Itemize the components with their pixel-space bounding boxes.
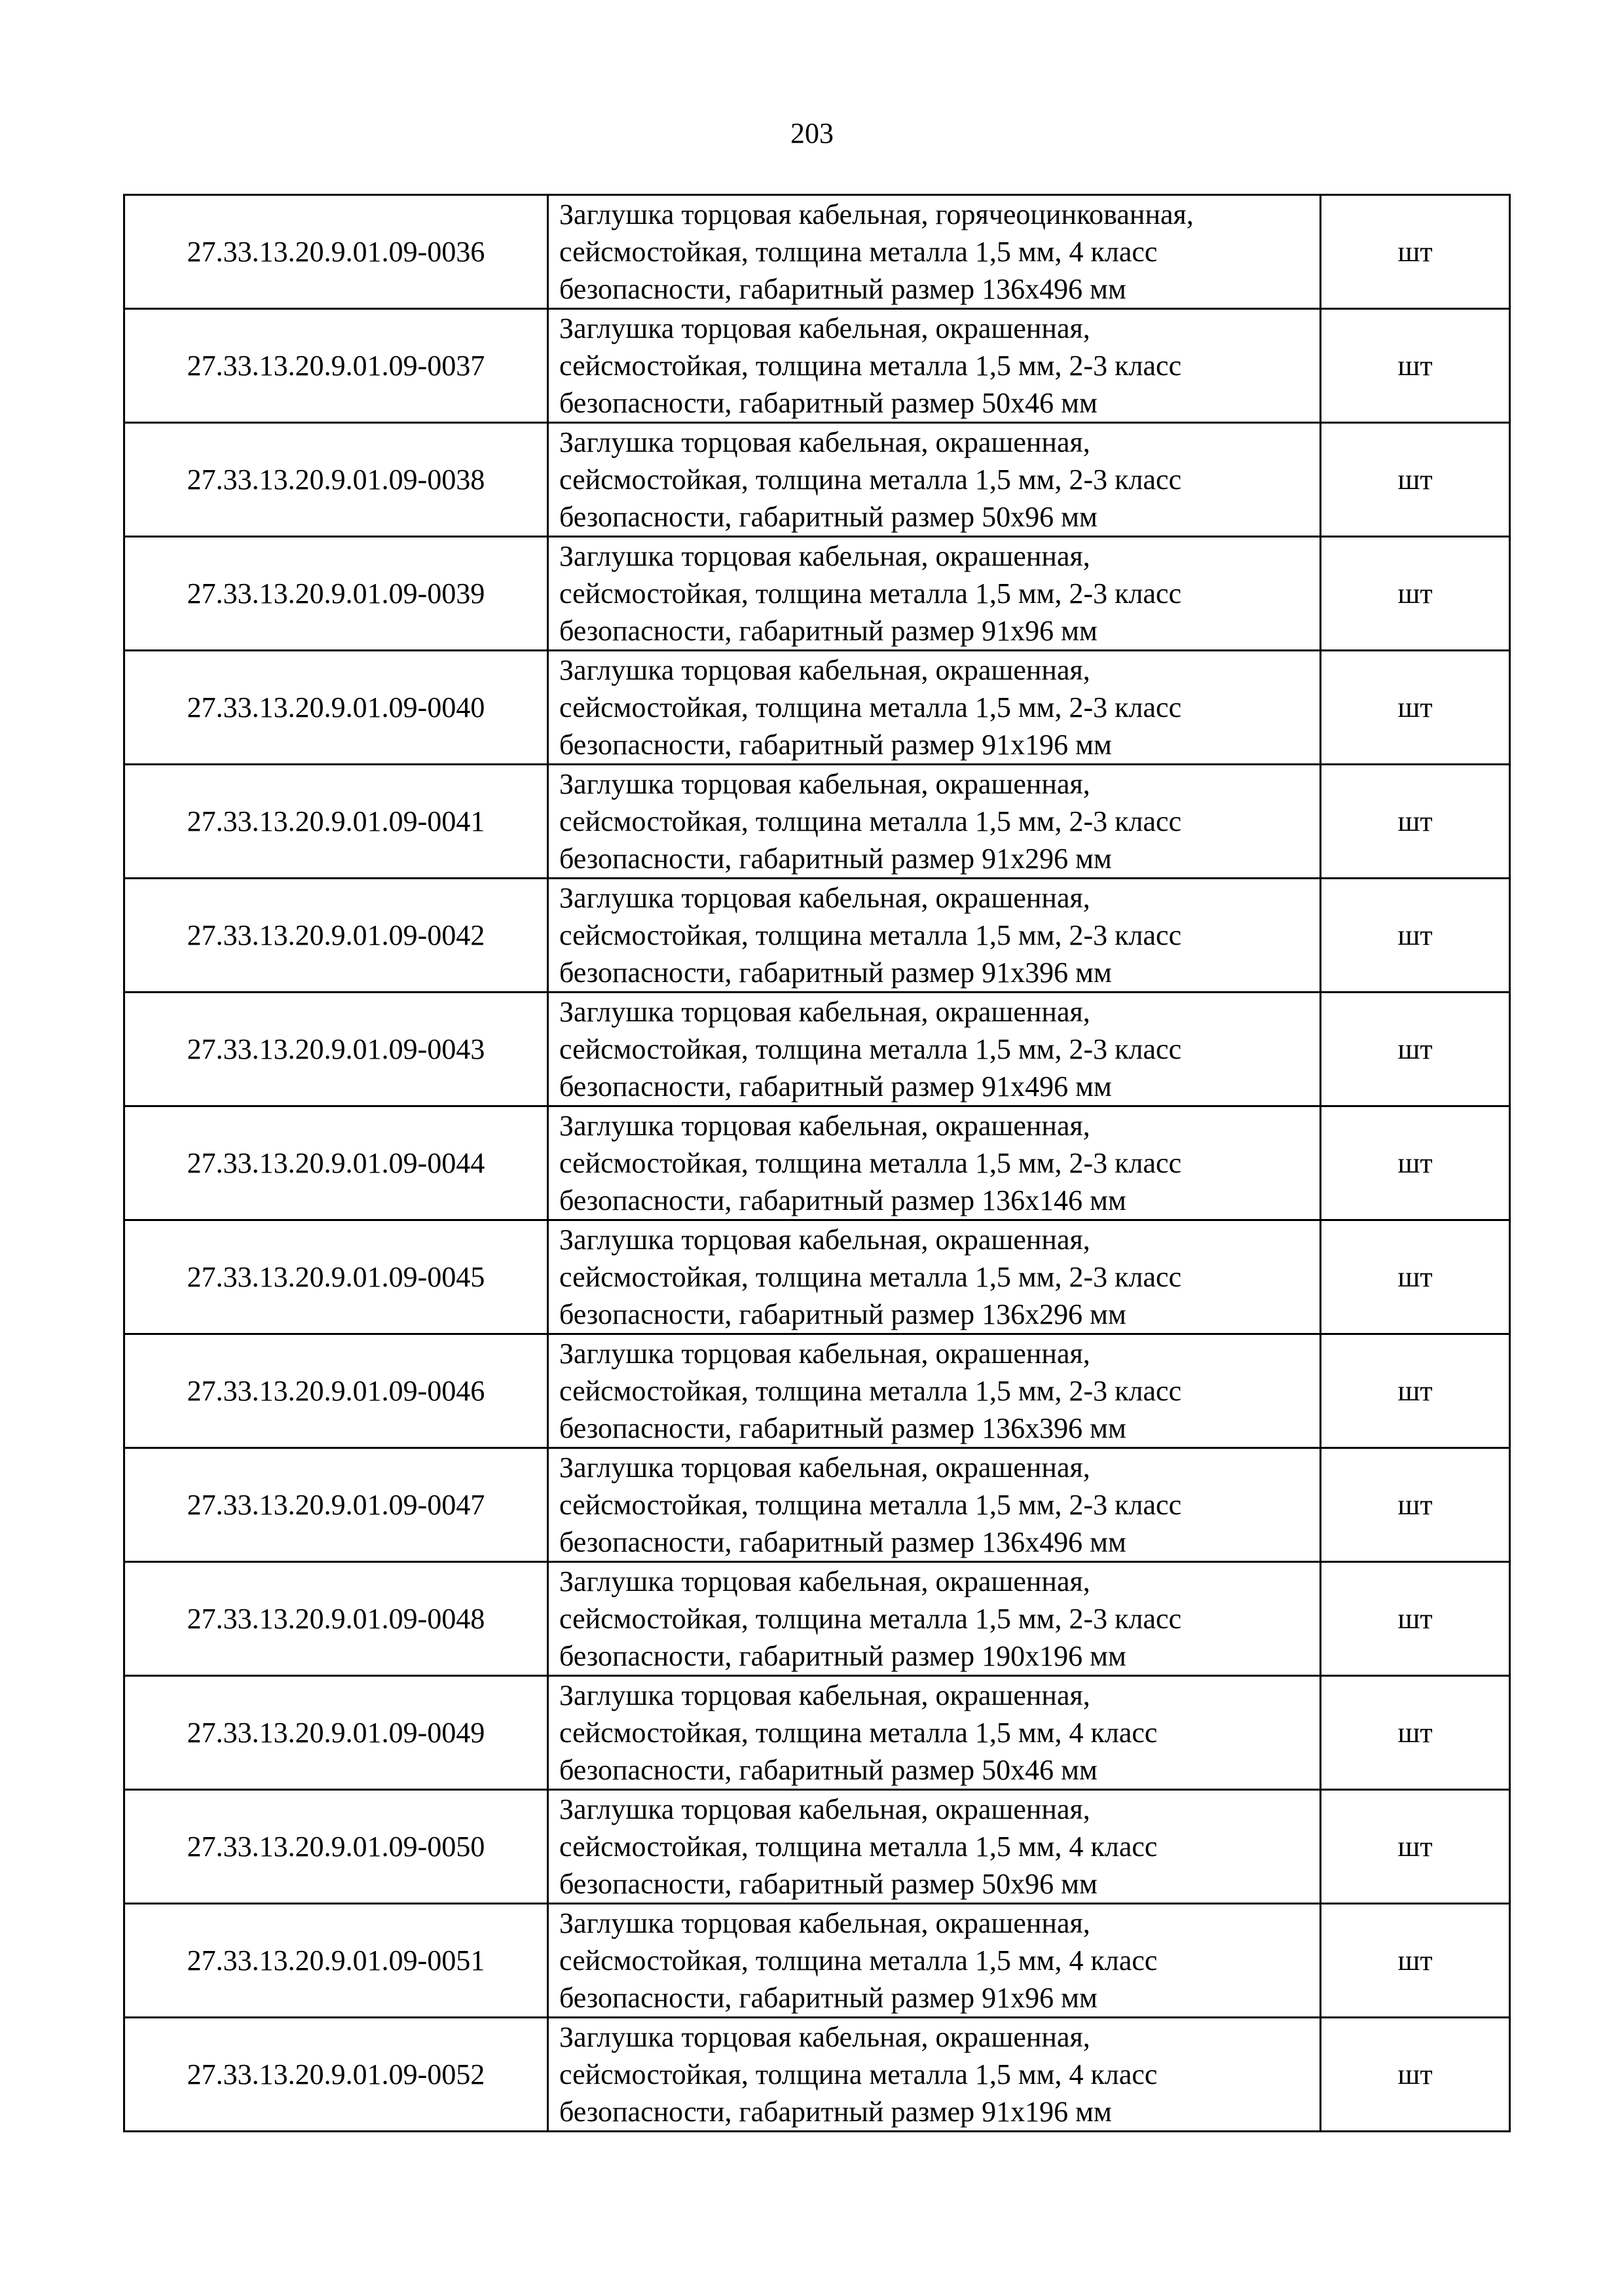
- unit-cell: шт: [1321, 1220, 1510, 1334]
- table-row: [124, 1676, 1510, 1790]
- table-row: [124, 195, 1510, 309]
- unit-cell: шт: [1321, 309, 1510, 423]
- table-row: [124, 1334, 1510, 1448]
- item-description-cell: [548, 1220, 1321, 1334]
- table-row: [124, 765, 1510, 879]
- description-line: Заглушка торцовая кабельная, окрашенная,: [559, 1338, 1090, 1370]
- item-code-cell: 27.33.13.20.9.01.09-0050: [124, 1790, 548, 1904]
- description-line: Заглушка торцовая кабельная, окрашенная,: [559, 540, 1090, 572]
- description-line: сейсмостойкая, толщина металла 1,5 мм, 2-3 класс: [559, 919, 1182, 951]
- description-line: безопасности, габаритный размер 91x196 мм: [559, 729, 1112, 761]
- item-description-cell: [548, 195, 1321, 309]
- item-description-cell: [548, 1448, 1321, 1562]
- item-code-cell: 27.33.13.20.9.01.09-0037: [124, 309, 548, 423]
- description-line: Заглушка торцовая кабельная, окрашенная,: [559, 2021, 1090, 2053]
- unit-cell: шт: [1321, 423, 1510, 537]
- description-line: безопасности, габаритный размер 91x196 мм: [559, 2096, 1112, 2128]
- item-description-cell: [548, 651, 1321, 765]
- unit-cell: шт: [1321, 195, 1510, 309]
- description-line: сейсмостойкая, толщина металла 1,5 мм, 2-3 класс: [559, 805, 1182, 837]
- table-row: [124, 1106, 1510, 1220]
- description-line: сейсмостойкая, толщина металла 1,5 мм, 2-3 класс: [559, 577, 1182, 610]
- item-description-cell: [548, 993, 1321, 1106]
- unit-cell: шт: [1321, 2018, 1510, 2132]
- unit-cell: шт: [1321, 1904, 1510, 2018]
- description-line: безопасности, габаритный размер 136x496 мм: [559, 1526, 1126, 1558]
- description-line: безопасности, габаритный размер 136x296 мм: [559, 1298, 1126, 1330]
- description-line: Заглушка торцовая кабельная, окрашенная,: [559, 996, 1090, 1028]
- item-description-cell: [548, 2018, 1321, 2132]
- description-line: сейсмостойкая, толщина металла 1,5 мм, 4 класс: [559, 236, 1158, 268]
- item-code-cell: 27.33.13.20.9.01.09-0041: [124, 765, 548, 879]
- unit-cell: шт: [1321, 1676, 1510, 1790]
- description-line: Заглушка торцовая кабельная, окрашенная,: [559, 1110, 1090, 1142]
- table-row: [124, 1220, 1510, 1334]
- item-description-cell: [548, 1334, 1321, 1448]
- description-line: сейсмостойкая, толщина металла 1,5 мм, 2-3 класс: [559, 691, 1182, 723]
- spec-table: [123, 194, 1511, 2132]
- description-line: безопасности, габаритный размер 50x46 мм: [559, 387, 1098, 419]
- item-code-cell: 27.33.13.20.9.01.09-0036: [124, 195, 548, 309]
- item-code-cell: 27.33.13.20.9.01.09-0051: [124, 1904, 548, 2018]
- table-body: [124, 195, 1510, 2132]
- unit-cell: шт: [1321, 879, 1510, 993]
- description-line: безопасности, габаритный размер 136x396 мм: [559, 1412, 1126, 1444]
- description-line: безопасности, габаритный размер 91x496 мм: [559, 1070, 1112, 1102]
- description-line: Заглушка торцовая кабельная, окрашенная,: [559, 1793, 1090, 1825]
- item-code-cell: 27.33.13.20.9.01.09-0038: [124, 423, 548, 537]
- table-row: [124, 879, 1510, 993]
- description-line: Заглушка торцовая кабельная, окрашенная,: [559, 426, 1090, 458]
- table-row: [124, 1904, 1510, 2018]
- description-line: сейсмостойкая, толщина металла 1,5 мм, 2-3 класс: [559, 350, 1182, 382]
- description-line: безопасности, габаритный размер 50x46 мм: [559, 1754, 1098, 1786]
- unit-cell: шт: [1321, 537, 1510, 651]
- description-line: сейсмостойкая, толщина металла 1,5 мм, 2-3 класс: [559, 1375, 1182, 1407]
- item-description-cell: [548, 1790, 1321, 1904]
- item-description-cell: [548, 423, 1321, 537]
- description-line: сейсмостойкая, толщина металла 1,5 мм, 4 класс: [559, 1944, 1158, 1977]
- item-description-cell: [548, 1562, 1321, 1676]
- description-line: Заглушка торцовая кабельная, окрашенная,: [559, 1679, 1090, 1711]
- description-line: сейсмостойкая, толщина металла 1,5 мм, 2-3 класс: [559, 1033, 1182, 1065]
- description-line: сейсмостойкая, толщина металла 1,5 мм, 2-3 класс: [559, 1603, 1182, 1635]
- unit-cell: шт: [1321, 1448, 1510, 1562]
- item-code-cell: 27.33.13.20.9.01.09-0052: [124, 2018, 548, 2132]
- unit-cell: шт: [1321, 1334, 1510, 1448]
- description-line: безопасности, габаритный размер 136x496 мм: [559, 273, 1126, 305]
- item-description-cell: [548, 879, 1321, 993]
- unit-cell: шт: [1321, 1790, 1510, 1904]
- unit-cell: шт: [1321, 993, 1510, 1106]
- item-code-cell: 27.33.13.20.9.01.09-0043: [124, 993, 548, 1106]
- item-code-cell: 27.33.13.20.9.01.09-0048: [124, 1562, 548, 1676]
- table-row: [124, 423, 1510, 537]
- item-code-cell: 27.33.13.20.9.01.09-0042: [124, 879, 548, 993]
- unit-cell: шт: [1321, 1106, 1510, 1220]
- description-line: безопасности, габаритный размер 91x96 мм: [559, 1982, 1098, 2014]
- description-line: сейсмостойкая, толщина металла 1,5 мм, 4 класс: [559, 1831, 1158, 1863]
- unit-cell: шт: [1321, 1562, 1510, 1676]
- description-line: безопасности, габаритный размер 50x96 мм: [559, 501, 1098, 533]
- description-line: безопасности, габаритный размер 136x146 мм: [559, 1184, 1126, 1216]
- table-row: [124, 651, 1510, 765]
- item-description-cell: [548, 1904, 1321, 2018]
- description-line: Заглушка торцовая кабельная, окрашенная,: [559, 312, 1090, 344]
- table-row: [124, 537, 1510, 651]
- unit-cell: шт: [1321, 651, 1510, 765]
- table-row: [124, 1448, 1510, 1562]
- description-line: безопасности, габаритный размер 50x96 мм: [559, 1868, 1098, 1900]
- description-line: Заглушка торцовая кабельная, окрашенная,: [559, 1224, 1090, 1256]
- description-line: Заглушка торцовая кабельная, окрашенная,: [559, 768, 1090, 800]
- item-code-cell: 27.33.13.20.9.01.09-0049: [124, 1676, 548, 1790]
- description-line: сейсмостойкая, толщина металла 1,5 мм, 2-3 класс: [559, 1147, 1182, 1179]
- item-description-cell: [548, 1676, 1321, 1790]
- description-line: безопасности, габаритный размер 91x296 мм: [559, 843, 1112, 875]
- description-line: безопасности, габаритный размер 91x96 мм: [559, 615, 1098, 647]
- item-code-cell: 27.33.13.20.9.01.09-0046: [124, 1334, 548, 1448]
- item-description-cell: [548, 537, 1321, 651]
- description-line: Заглушка торцовая кабельная, окрашенная,: [559, 654, 1090, 686]
- description-line: Заглушка торцовая кабельная, горячеоцинкованная,: [559, 198, 1194, 230]
- description-line: Заглушка торцовая кабельная, окрашенная,: [559, 1451, 1090, 1484]
- item-code-cell: 27.33.13.20.9.01.09-0047: [124, 1448, 548, 1562]
- table-row: [124, 309, 1510, 423]
- item-code-cell: 27.33.13.20.9.01.09-0044: [124, 1106, 548, 1220]
- item-code-cell: 27.33.13.20.9.01.09-0045: [124, 1220, 548, 1334]
- description-line: сейсмостойкая, толщина металла 1,5 мм, 4 класс: [559, 2058, 1158, 2090]
- item-description-cell: [548, 765, 1321, 879]
- table-row: [124, 993, 1510, 1106]
- description-line: сейсмостойкая, толщина металла 1,5 мм, 2-3 класс: [559, 1489, 1182, 1521]
- description-line: сейсмостойкая, толщина металла 1,5 мм, 2-3 класс: [559, 1261, 1182, 1293]
- table-row: [124, 2018, 1510, 2132]
- description-line: Заглушка торцовая кабельная, окрашенная,: [559, 1907, 1090, 1939]
- item-code-cell: 27.33.13.20.9.01.09-0040: [124, 651, 548, 765]
- unit-cell: шт: [1321, 765, 1510, 879]
- description-line: Заглушка торцовая кабельная, окрашенная,: [559, 1565, 1090, 1597]
- item-description-cell: [548, 309, 1321, 423]
- description-line: сейсмостойкая, толщина металла 1,5 мм, 4 класс: [559, 1717, 1158, 1749]
- description-line: Заглушка торцовая кабельная, окрашенная,: [559, 882, 1090, 914]
- description-line: безопасности, габаритный размер 91x396 мм: [559, 957, 1112, 989]
- description-line: сейсмостойкая, толщина металла 1,5 мм, 2-3 класс: [559, 464, 1182, 496]
- description-line: безопасности, габаритный размер 190x196 мм: [559, 1640, 1126, 1672]
- item-description-cell: [548, 1106, 1321, 1220]
- item-code-cell: 27.33.13.20.9.01.09-0039: [124, 537, 548, 651]
- table-row: [124, 1562, 1510, 1676]
- page-number: 203: [790, 117, 834, 149]
- table-row: [124, 1790, 1510, 1904]
